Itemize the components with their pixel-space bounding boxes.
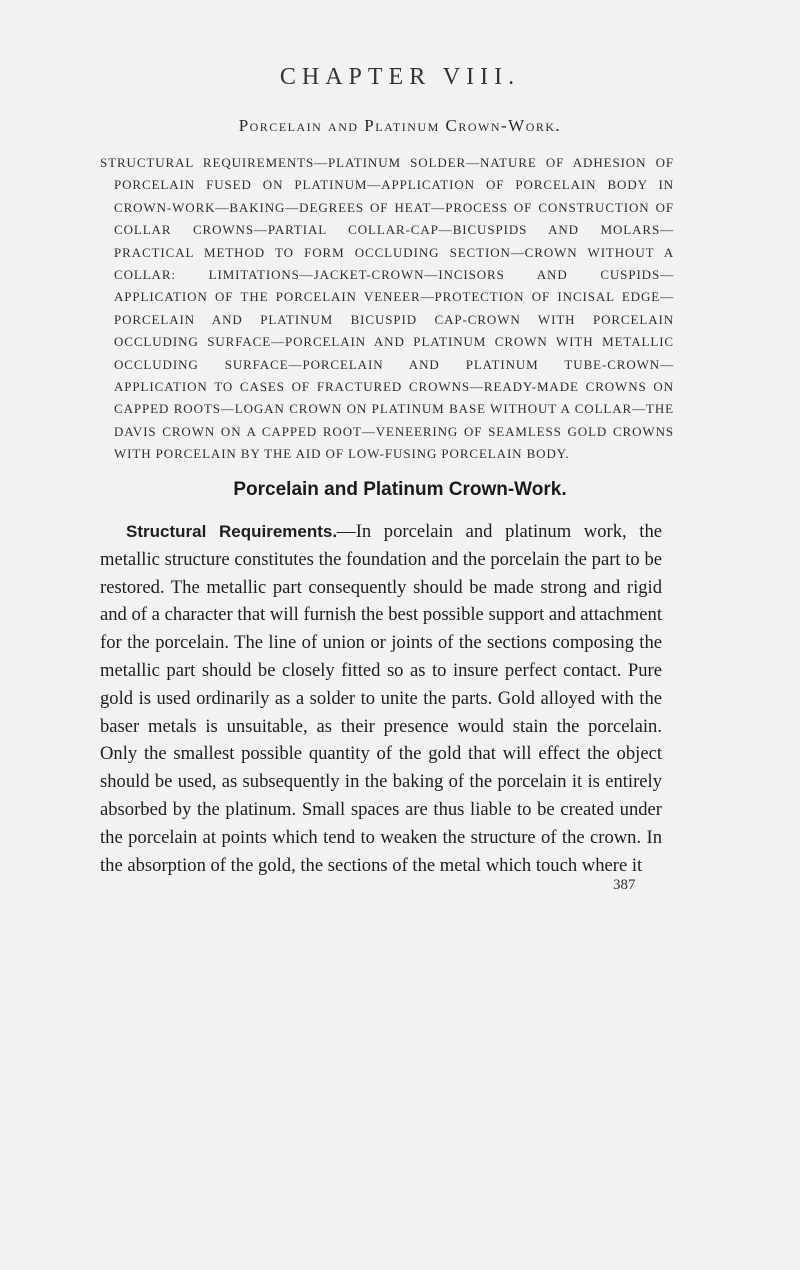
- page-number: 387: [613, 877, 636, 893]
- chapter-heading: CHAPTER VIII.: [279, 64, 521, 90]
- body-paragraph: [100, 518, 662, 879]
- section-heading: Porcelain and Platinum Crown-Work.: [233, 479, 567, 500]
- paragraph-lead: Structural Requirements.: [126, 522, 338, 541]
- chapter-summary: STRUCTURAL REQUIREMENTS—PLATINUM SOLDER—NATURE OF ADHESION OF PORCELAIN FUSED ON PLATINUM—APPLICATION OF PORCELAIN BODY IN CROWN-WORK—BAKING—DEGREES OF HEAT—PROCESS OF CONSTRUCTION OF COLLAR CROWNS—PARTIAL COLLAR-CAP—BICUSPIDS AND MOLARS—PRACTICAL METHOD TO FORM OCCLUDING SECTION—CROWN WITHOUT A COLLAR: LIMITATIONS—JACKET-CROWN—INCISORS AND CUSPIDS—APPLICATION OF THE PORCELAIN VENEER—PROTECTION OF INCISAL EDGE—PORCELAIN AND PLATINUM BICUSPID CAP-CROWN WITH PORCELAIN OCCLUDING SURFACE—PORCELAIN AND PLATINUM CROWN WITH METALLIC OCCLUDING SURFACE—PORCELAIN AND PLATINUM TUBE-CROWN—APPLICATION TO CASES OF FRACTURED CROWNS—READY-MADE CROWNS ON CAPPED ROOTS—LOGAN CROWN ON PLATINUM BASE WITHOUT A COLLAR—THE DAVIS CROWN ON A CAPPED ROOT—VENEERING OF SEAMLESS GOLD CROWNS WITH PORCELAIN BY THE AID OF LOW-FUSING PORCELAIN BODY.: [100, 155, 674, 462]
- chapter-title: Porcelain and Platinum Crown-Work.: [238, 116, 562, 135]
- paragraph-text: —In porcelain and platinum work, the metallic structure constitutes the foundation and the porcelain the part to be restored. The metallic part consequently should be made strong and rigid and of a character that will furnish the best possible support and attachment for the porcelain. The line of union or joints of the sections composing the metallic part should be closely fitted so as to insure perfect contact. Pure gold is used ordinarily as a solder to unite the parts. Gold alloyed with the baser metals is unsuitable, as their presence would stain the porcelain. Only the smallest possible quantity of the gold that will effect the object should be used, as subsequently in the baking of the porcelain it is entirely absorbed by the platinum. Small spaces are thus liable to be created under the porcelain at points which tend to weaken the structure of the crown. In the absorption of the gold, the sections of the metal which touch where it: [100, 521, 663, 876]
